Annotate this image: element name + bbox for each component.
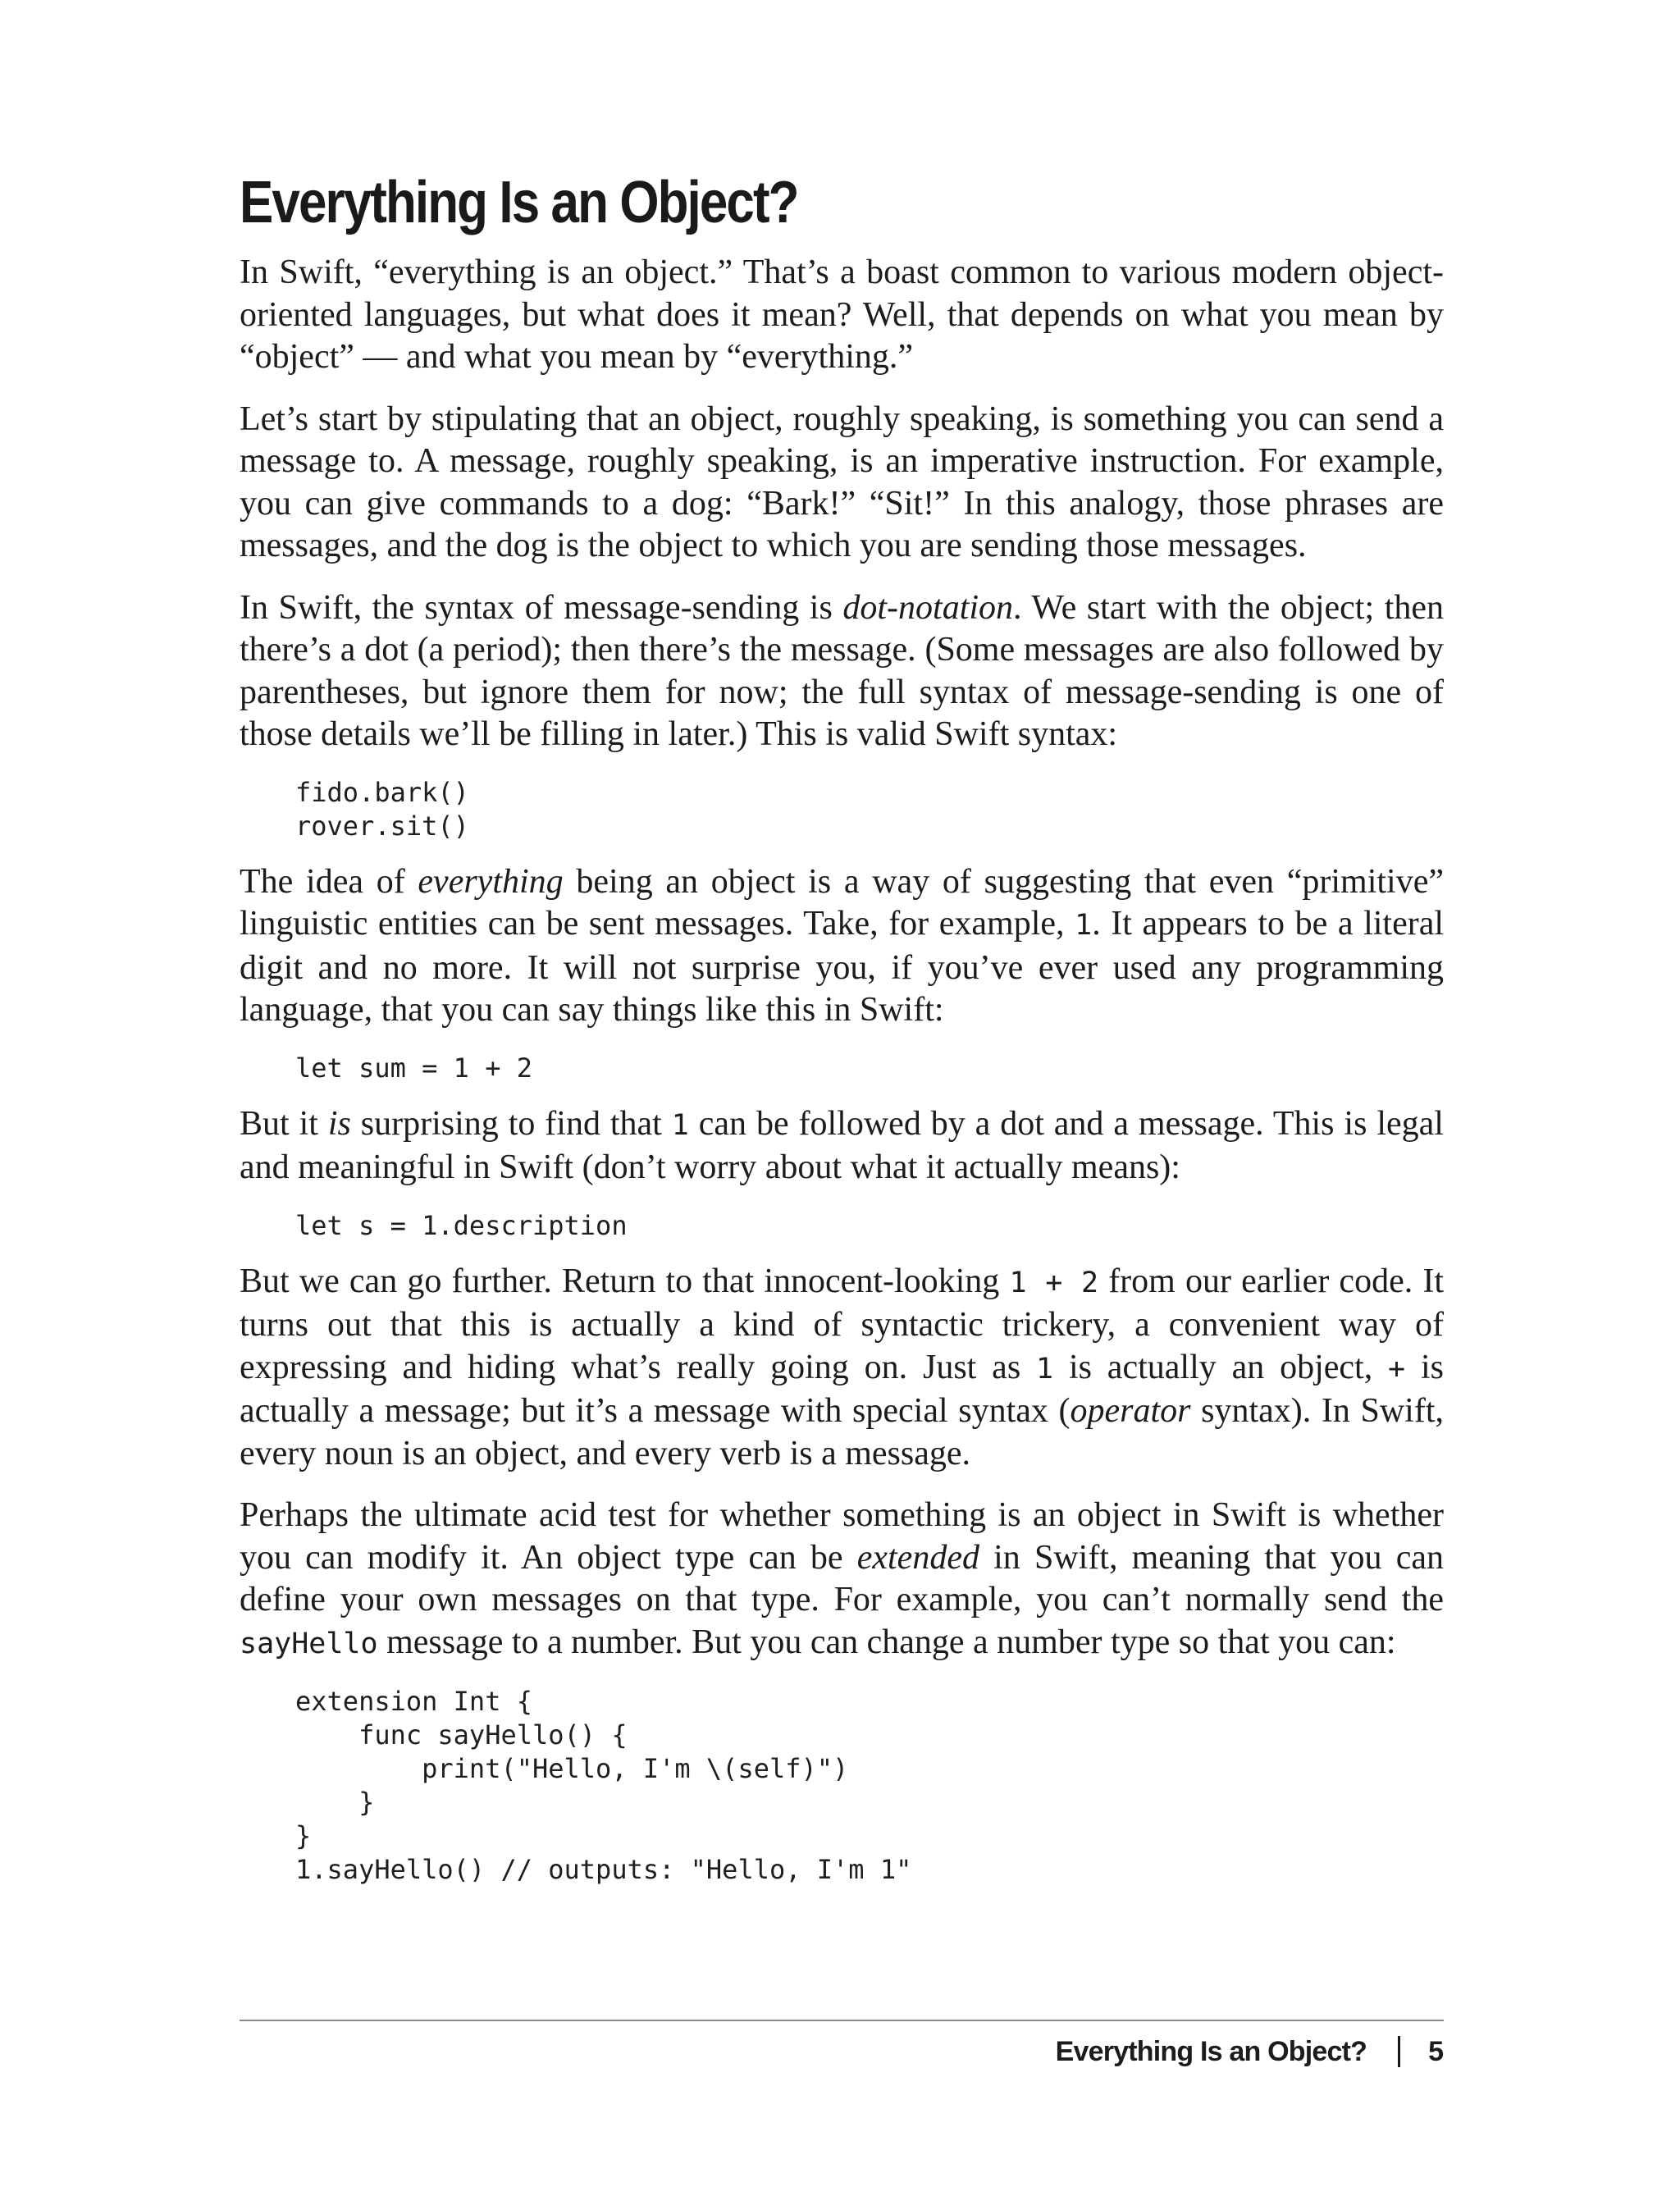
code-block-1: fido.bark() rover.sit() [295,776,469,842]
text-run: . It appears to be a literal digit and no more. It will not surprise you, if you’ve ever used any programming language, that you can say things like this in Swift: [240,905,1445,1029]
text-run: in Swift, meaning that you can define your own messages on that type. For example, you can’t normally send the [240,1538,1444,1618]
paragraph-3 [240,587,1444,756]
paragraph-2: Let’s start by stipulating that an object, roughly speaking, is something you can send a message to. A message, roughly speaking, is an imperative instruction. For example, you can give commands to a dog: “Bark!” “Sit!” In this analogy, those phrases are messages, and the dog is the object to which you are sending those messages. [240,399,1444,564]
section-heading: Everything Is an Object? [240,170,798,235]
emphasis: dot-notation [842,588,1014,627]
emphasis: extended [856,1538,979,1577]
inline-code: 1 [1036,1352,1054,1386]
running-footer-title: Everything Is an Object? [1055,2036,1367,2067]
text-run: The idea of [240,862,418,901]
code-block-3: let s = 1.description [295,1209,628,1241]
inline-code: 1 [671,1108,689,1142]
text-run: can be followed by a dot and a message. This is legal and meaningful in Swift (don’t worry about what it actually means): [240,1104,1444,1186]
inline-code: + [1388,1352,1406,1386]
paragraph-1: In Swift, “everything is an object.” That’s a boast common to various modern object-oriented languages, but what does it mean? Well, that depends on what you mean by “object” — and what you mean by “everything.” [240,253,1444,376]
text-run: . We start with the object; then there’s a dot (a period); then there’s the message. (Some messages are also followed by parentheses, but ignore them for now; the full syntax of message-sending is one of those details we’ll be filling in later.) This is valid Swift syntax: [240,588,1445,753]
page-number: 5 [1428,2036,1444,2067]
paragraph-6 [240,1261,1444,1476]
text-run: is actually an object, [1053,1348,1389,1386]
footer-separator [1398,2036,1400,2067]
paragraph-4 [240,861,1444,1032]
text-run: But it [240,1104,328,1143]
text-run: But we can go further. Return to that innocent-looking [240,1262,1010,1300]
text-run: syntax). In Swift, every noun is an object, and every verb is a message. [240,1392,1444,1472]
emphasis: is [327,1104,351,1143]
footer-rule [240,2020,1444,2021]
paragraph-5 [240,1103,1444,1189]
page-content [240,168,1444,1905]
paragraph-7 [240,1495,1444,1665]
code-block-4: extension Int { func sayHello() { print("Hello, I'm \(self)") } } 1.sayHello() // outputs: "Hello, I'm 1" [295,1686,912,1885]
emphasis: operator [1070,1392,1191,1430]
text-run: from our earlier code. It turns out that this is actually a kind of syntactic trickery, a convenient way of expressing and hiding what’s really going on. Just as [240,1262,1444,1386]
text-run: Perhaps the ultimate acid test for whether something is an object in Swift is whether you can modify it. An object type can be [240,1496,1444,1577]
text-run: message to a number. But you can change a number type so that you can: [377,1623,1396,1661]
inline-code: sayHello [240,1627,378,1660]
inline-code: 1 + 2 [1009,1266,1099,1299]
text-run: surprising to find that [350,1104,672,1143]
emphasis: everything [418,862,564,901]
text-run: being an object is a way of suggesting that even “primitive” linguistic entities can be sent messages. Take, for example, [240,862,1444,943]
page-footer [1056,2033,1444,2070]
text-run: is actually a message; but it’s a message with special syntax ( [240,1348,1444,1430]
inline-code: 1 [1075,909,1093,942]
text-run: In Swift, the syntax of message-sending is [240,588,843,627]
code-block-2: let sum = 1 + 2 [295,1052,532,1084]
